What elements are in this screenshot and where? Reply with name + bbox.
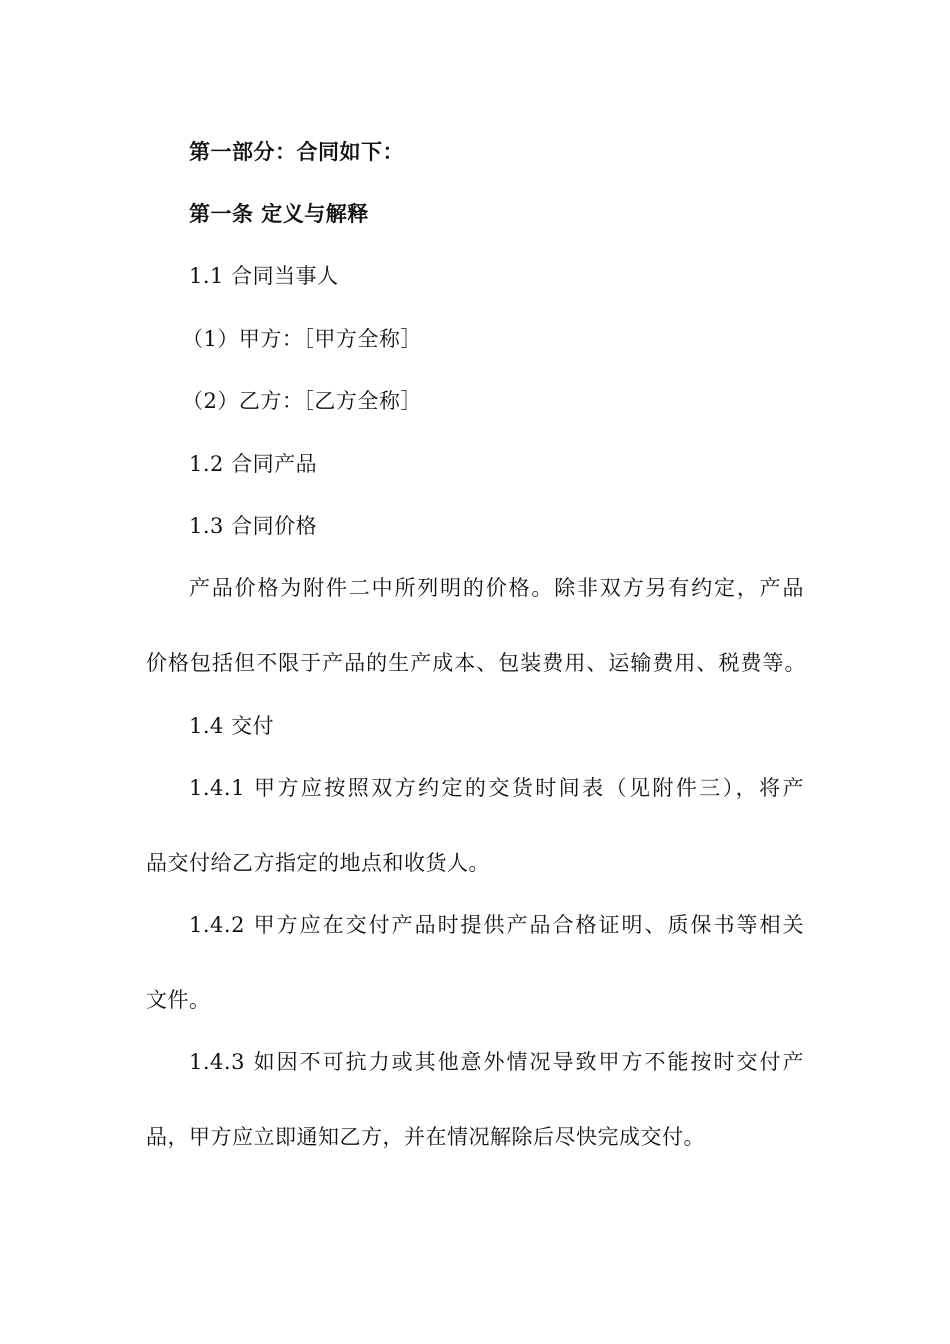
party-a-line: （1）甲方：［甲方全称］ [182, 327, 422, 351]
section-1-4-2-line-2: 文件。 [146, 988, 211, 1012]
section-1-4-1-line-1: 1.4.1 甲方应按照双方约定的交货时间表（见附件三），将产 [189, 776, 804, 800]
section-1-4-1-line-2: 品交付给乙方指定的地点和收货人。 [146, 851, 490, 875]
section-1-1-heading: 1.1 合同当事人 [189, 264, 339, 288]
section-1-2-heading: 1.2 合同产品 [189, 452, 318, 476]
price-paragraph-line-2: 价格包括但不限于产品的生产成本、包装费用、运输费用、税费等。 [146, 651, 806, 675]
section-1-4-heading: 1.4 交付 [189, 714, 275, 738]
article-heading: 第一条 定义与解释 [189, 202, 369, 226]
section-1-4-3-line-1: 1.4.3 如因不可抗力或其他意外情况导致甲方不能按时交付产 [189, 1050, 804, 1074]
section-1-3-heading: 1.3 合同价格 [189, 514, 318, 538]
section-1-4-2-line-1: 1.4.2 甲方应在交付产品时提供产品合格证明、质保书等相关 [189, 913, 804, 937]
party-b-line: （2）乙方：［乙方全称］ [182, 389, 422, 413]
section-1-4-3-line-2: 品，甲方应立即通知乙方，并在情况解除后尽快完成交付。 [146, 1125, 705, 1149]
part-heading: 第一部分：合同如下： [189, 140, 404, 164]
price-paragraph-line-1: 产品价格为附件二中所列明的价格。除非双方另有约定，产品 [189, 576, 804, 600]
